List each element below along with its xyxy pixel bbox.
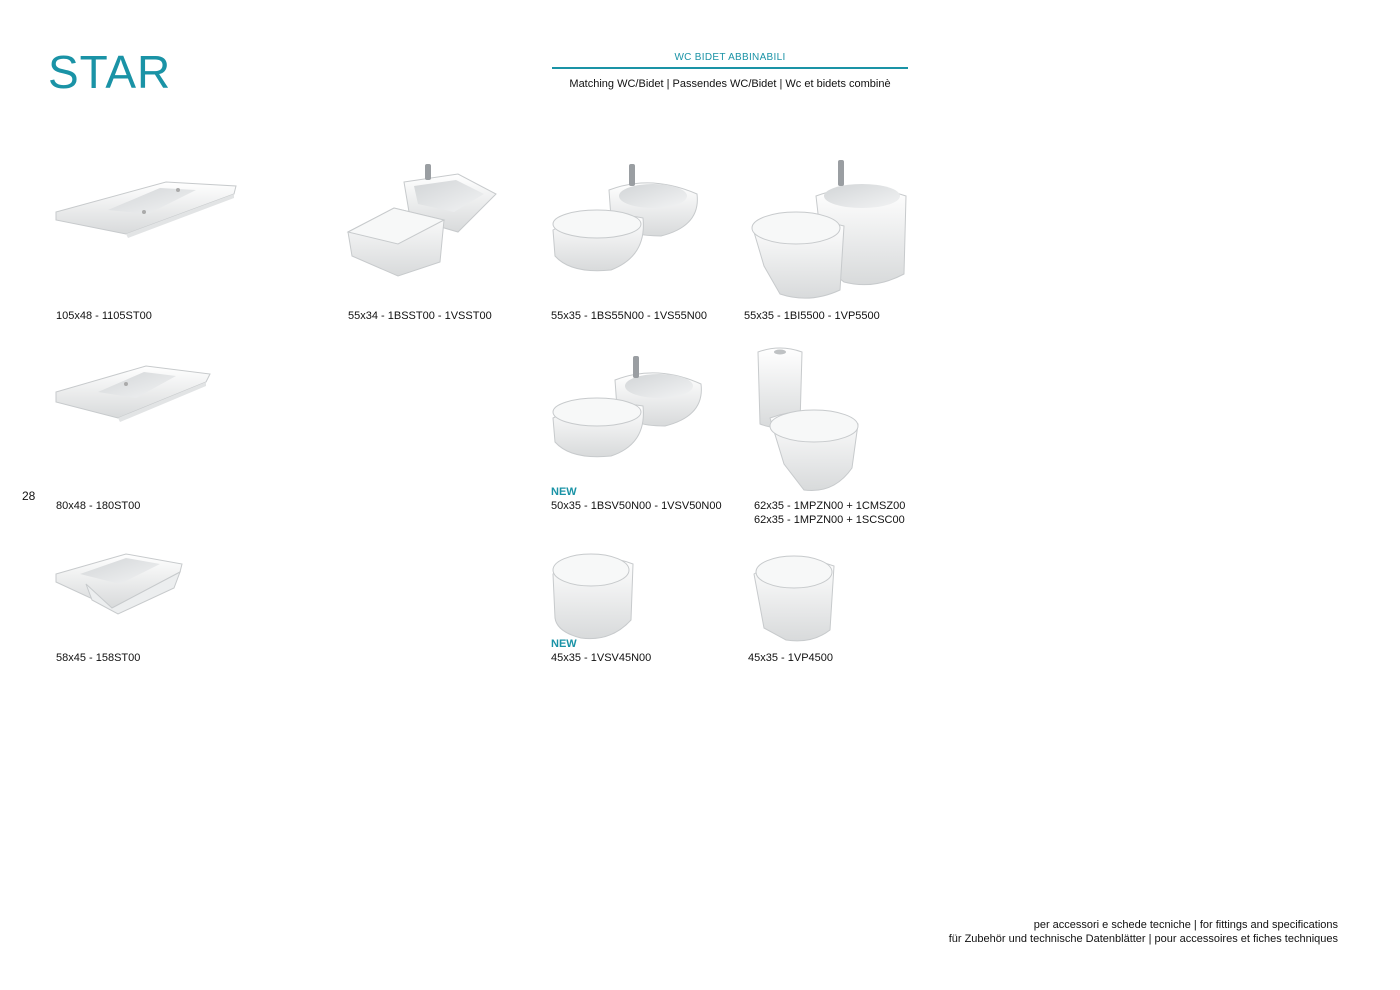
page-number: 28 — [22, 489, 36, 503]
footer-line-2: für Zubehör und technische Datenblätter | pour accessoires et fiches techniques — [948, 933, 1338, 945]
product-caption: 45x35 - 1VP4500 — [748, 652, 834, 664]
section-subtitle: Matching WC/Bidet | Passendes WC/Bidet | Wc et bidets combinè — [569, 78, 891, 90]
floor-wc-icon — [748, 548, 838, 644]
wide-washbasin-icon — [56, 168, 246, 248]
product-caption: 55x35 - 1BS55N00 - 1VS55N00 — [551, 310, 707, 322]
product-caption: 58x45 - 158ST00 — [56, 652, 141, 664]
product-card[interactable] — [748, 548, 888, 666]
wall-hung-wc-icon — [551, 548, 641, 644]
product-caption-alt: 62x35 - 1MPZN00 + 1SCSC00 — [754, 514, 905, 526]
product-card[interactable] — [744, 156, 924, 328]
product-card[interactable] — [56, 356, 226, 514]
product-caption: 45x35 - 1VSV45N00 — [551, 652, 652, 664]
header-divider — [552, 67, 908, 69]
product-caption: 50x35 - 1BSV50N00 - 1VSV50N00 — [551, 500, 722, 512]
wc-bidet-wall-icon — [551, 160, 701, 280]
wc-bidet-floor-icon — [744, 156, 914, 301]
wc-bidet-square-icon — [348, 160, 508, 280]
product-card[interactable] — [754, 344, 944, 530]
product-card[interactable] — [56, 548, 216, 666]
product-caption: 105x48 - 1105ST00 — [56, 310, 152, 322]
product-card[interactable] — [551, 548, 691, 666]
wc-bidet-wall-icon — [551, 352, 706, 464]
footer-line-1: per accessori e schede tecniche | for fittings and specifications — [1033, 919, 1338, 931]
product-card[interactable] — [348, 160, 518, 328]
small-washbasin-icon — [56, 548, 186, 618]
close-coupled-wc-icon — [754, 344, 864, 494]
product-caption: 55x34 - 1BSST00 - 1VSST00 — [348, 310, 492, 322]
product-card[interactable] — [56, 168, 256, 328]
product-caption: 80x48 - 180ST00 — [56, 500, 141, 512]
product-caption: 55x35 - 1BI5500 - 1VP5500 — [744, 310, 880, 322]
brand-title: STAR — [48, 46, 172, 98]
section-title: WC BIDET ABBINABILI — [674, 52, 786, 63]
product-card[interactable] — [551, 160, 731, 328]
product-card[interactable] — [551, 352, 731, 514]
footer-note — [949, 918, 1338, 946]
product-caption: 62x35 - 1MPZN00 + 1CMSZ00 — [754, 500, 906, 512]
medium-washbasin-icon — [56, 356, 216, 426]
new-badge: NEW — [551, 486, 577, 498]
section-header — [552, 50, 908, 90]
new-badge: NEW — [551, 638, 577, 650]
